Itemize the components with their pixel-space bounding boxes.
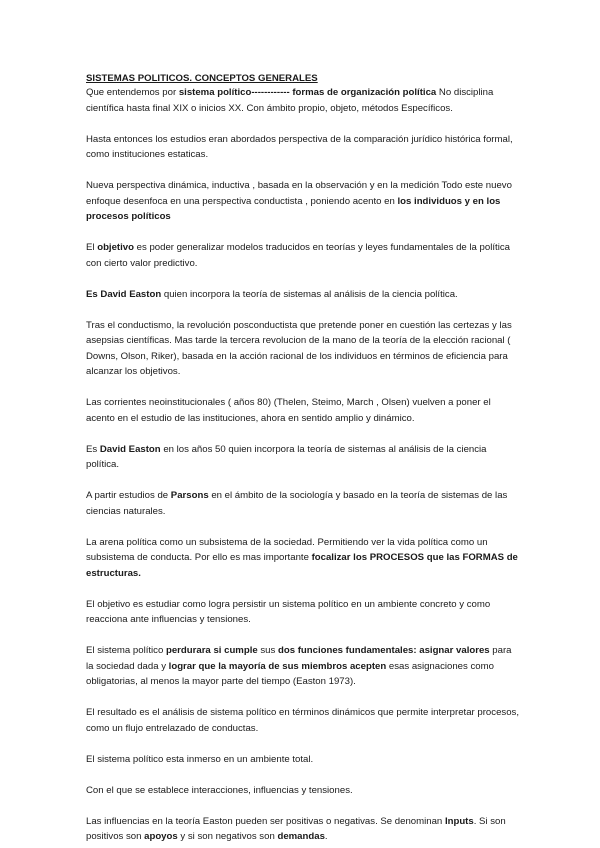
paragraph xyxy=(86,783,520,799)
paragraph xyxy=(86,814,520,845)
paragraph xyxy=(86,752,520,768)
text-run: quien incorpora la teoría de sistemas al análisis de la ciencia política. xyxy=(161,288,458,300)
document-title: SISTEMAS POLITICOS. CONCEPTOS GENERALES xyxy=(86,73,318,84)
paragraph xyxy=(86,287,520,303)
text-run: El resultado es el análisis de sistema político en términos dinámicos que permite interpretar procesos, como un flujo entrelazado de conductas. xyxy=(86,707,519,734)
bold-text-run: focalizar los PROCESOS que las FORMAS de estructuras. xyxy=(86,552,518,579)
text-run: El sistema político xyxy=(86,645,166,656)
text-run: El xyxy=(86,242,98,253)
bold-text-run: David Easton xyxy=(99,443,161,455)
text-run: sus xyxy=(257,645,278,656)
text-run: A partir estudios de xyxy=(86,490,171,501)
text-run: Nueva perspectiva dinámica, inductiva , basada en la observación y en la medición Todo este nuevo enfoque desenfoca en una perspectiva conductista , poniendo acento en xyxy=(86,180,512,207)
bold-text-run: demandas xyxy=(277,831,325,842)
document-body xyxy=(86,85,520,845)
bold-text-run: sistema político------------ formas de organización política xyxy=(178,87,437,98)
paragraph xyxy=(86,178,520,225)
text-run: es poder generalizar modelos traducidos en teorías y leyes fundamentales de la política con cierto valor predictivo. xyxy=(86,242,510,269)
text-run: Hasta entonces los estudios eran abordados perspectiva de la comparación jurídico histórica formal, como instituciones estaticas. xyxy=(86,133,513,160)
bold-text-run: Inputs xyxy=(444,815,474,827)
bold-text-run: apoyos xyxy=(144,831,178,842)
bold-text-run: los individuos y en los procesos políticos xyxy=(86,195,501,222)
text-run: El objetivo es estudiar como logra persistir un sistema político en un ambiente concreto y como reacciona ante influencias y tensiones. xyxy=(86,598,491,625)
text-run: . xyxy=(324,831,328,842)
paragraph xyxy=(86,488,520,519)
paragraph xyxy=(86,442,520,473)
bold-text-run: objetivo xyxy=(97,242,134,253)
text-run: Las influencias en la teoría Easton pueden ser positivas o negativas. Se denominan xyxy=(86,815,445,827)
text-run: Es xyxy=(86,443,100,455)
bold-text-run: Parsons xyxy=(170,490,209,501)
paragraph xyxy=(86,395,520,426)
text-run: La arena política como un subsistema de la sociedad. Permitiendo ver la vida política como un subsistema de conducta. Por ello es mas importante xyxy=(86,536,488,563)
text-run: esas asignaciones como obligatorias, al menos la mayor parte del tiempo (Easton 1973). xyxy=(86,660,494,687)
bold-text-run: dos funciones fundamentales: asignar valores xyxy=(277,645,490,656)
text-run: para la sociedad dada y xyxy=(86,645,512,672)
text-run: y si son negativos son xyxy=(177,831,278,842)
bold-text-run: lograr que la mayoría de sus miembros acepten xyxy=(168,660,387,672)
paragraph xyxy=(86,132,520,163)
text-run: Con el que se establece interacciones, influencias y tensiones. xyxy=(86,784,353,796)
text-run: . Si son positivos son xyxy=(86,815,506,842)
text-run: No disciplina científica hasta final XIX o inicios XX. Con ámbito propio, objeto, métodos Específicos. xyxy=(86,87,494,114)
text-run: Las corrientes neoinstitucionales ( años 80) (Thelen, Steimo, March , Olsen) vuelven a poner el acento en el estudio de las instituciones, ahora en sentido amplio y dinámico. xyxy=(86,397,491,424)
paragraph xyxy=(86,597,520,628)
paragraph xyxy=(86,318,520,380)
bold-text-run: perdurara si cumple xyxy=(165,645,258,656)
text-run: en el ámbito de la sociología y basado en la teoría de sistemas de las ciencias naturales. xyxy=(86,490,508,517)
paragraph xyxy=(86,240,520,271)
text-run: El sistema político esta inmerso en un ambiente total. xyxy=(86,753,314,765)
paragraph xyxy=(86,705,520,736)
paragraph xyxy=(86,85,520,116)
paragraph xyxy=(86,643,520,690)
text-run: en los años 50 quien incorpora la teoría de sistemas al análisis de la ciencia política. xyxy=(86,443,487,470)
bold-text-run: Es David Easton xyxy=(86,288,162,300)
paragraph xyxy=(86,535,520,582)
text-run: Que entendemos por xyxy=(86,87,179,98)
text-run: Tras el conductismo, la revolución posconductista que pretende poner en cuestión las certezas y las asepsias científicas. Mas tarde la tercera revolucion de la mano de la teoría de la elección racional ( Downs, Olson, Riker), basada en la acción racional de los individuos en términos de eficiencia para alcanzar los objetivos. xyxy=(86,319,512,377)
